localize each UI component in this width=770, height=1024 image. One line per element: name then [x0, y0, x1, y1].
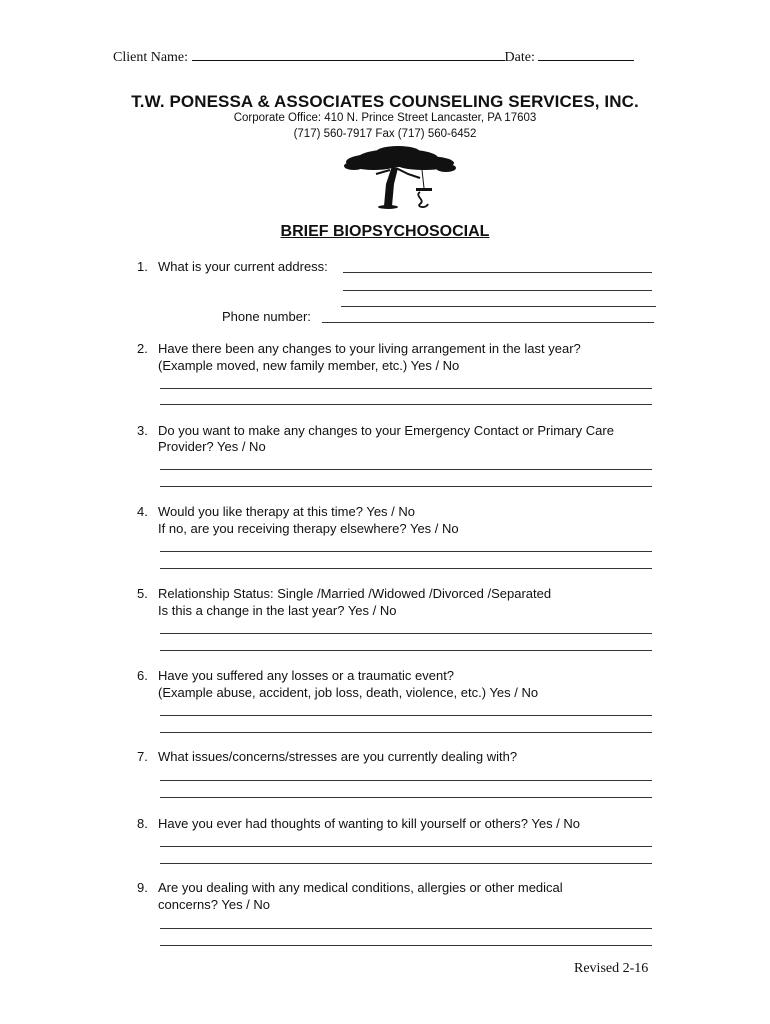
answer-line[interactable]	[160, 650, 652, 651]
address-field-2[interactable]	[343, 290, 652, 291]
client-name-field[interactable]	[192, 47, 505, 61]
address-field-3[interactable]	[341, 306, 656, 307]
answer-line[interactable]	[160, 568, 652, 569]
company-name: T.W. PONESSA & ASSOCIATES COUNSELING SERVICES, INC.	[131, 92, 639, 111]
date-label: Date:	[504, 50, 535, 65]
question-8: 8. Have you ever had thoughts of wanting to kill yourself or others? Yes / No	[137, 816, 581, 831]
question-9: 9. Are you dealing with any medical conditions, allergies or other medical	[137, 880, 563, 895]
question-1: 1. What is your current address:	[137, 259, 328, 274]
answer-line[interactable]	[160, 780, 652, 781]
form-title: BRIEF BIOPSYCHOSOCIAL	[280, 223, 490, 240]
question-9-line-2: concerns? Yes / No	[158, 897, 271, 912]
client-date-line	[113, 47, 634, 66]
answer-line[interactable]	[160, 388, 652, 389]
question-6-line-2: (Example abuse, accident, job loss, death, violence, etc.) Yes / No	[158, 685, 539, 700]
answer-line[interactable]	[160, 404, 652, 405]
answer-line[interactable]	[160, 486, 652, 487]
question-7: 7. What issues/concerns/stresses are you currently dealing with?	[137, 749, 518, 764]
question-3-line-2: Provider? Yes / No	[158, 439, 266, 454]
question-5-line-2: Is this a change in the last year? Yes / No	[158, 603, 397, 618]
address-field-1[interactable]	[343, 272, 652, 273]
answer-line[interactable]	[160, 846, 652, 847]
tree-logo-icon	[340, 144, 458, 210]
answer-line[interactable]	[160, 945, 652, 946]
question-2: 2. Have there been any changes to your living arrangement in the last year?	[137, 341, 581, 356]
answer-line[interactable]	[160, 797, 652, 798]
question-4-line-2: If no, are you receiving therapy elsewhere? Yes / No	[158, 521, 459, 536]
date-field[interactable]	[538, 47, 634, 61]
answer-line[interactable]	[160, 551, 652, 552]
phone-number-label: Phone number:	[222, 309, 311, 324]
company-phone: (717) 560-7917 Fax (717) 560-6452	[293, 128, 477, 140]
answer-line[interactable]	[160, 715, 652, 716]
revision-note: Revised 2-16	[574, 961, 649, 976]
company-address: Corporate Office: 410 N. Prince Street Lancaster, PA 17603	[233, 112, 537, 124]
question-1-text: What is your current address:	[158, 259, 328, 274]
question-4: 4. Would you like therapy at this time? Yes / No	[137, 504, 416, 519]
question-3: 3. Do you want to make any changes to your Emergency Contact or Primary Care	[137, 423, 614, 438]
question-2-line-2: (Example moved, new family member, etc.) Yes / No	[158, 358, 460, 373]
answer-line[interactable]	[160, 928, 652, 929]
question-6: 6. Have you suffered any losses or a traumatic event?	[137, 668, 455, 683]
answer-line[interactable]	[160, 732, 652, 733]
answer-line[interactable]	[160, 633, 652, 634]
answer-line[interactable]	[160, 863, 652, 864]
phone-number-field[interactable]	[322, 322, 654, 323]
client-name-label: Client Name:	[113, 50, 189, 65]
answer-line[interactable]	[160, 469, 652, 470]
question-5: 5. Relationship Status: Single /Married /Widowed /Divorced /Separated	[137, 586, 552, 601]
